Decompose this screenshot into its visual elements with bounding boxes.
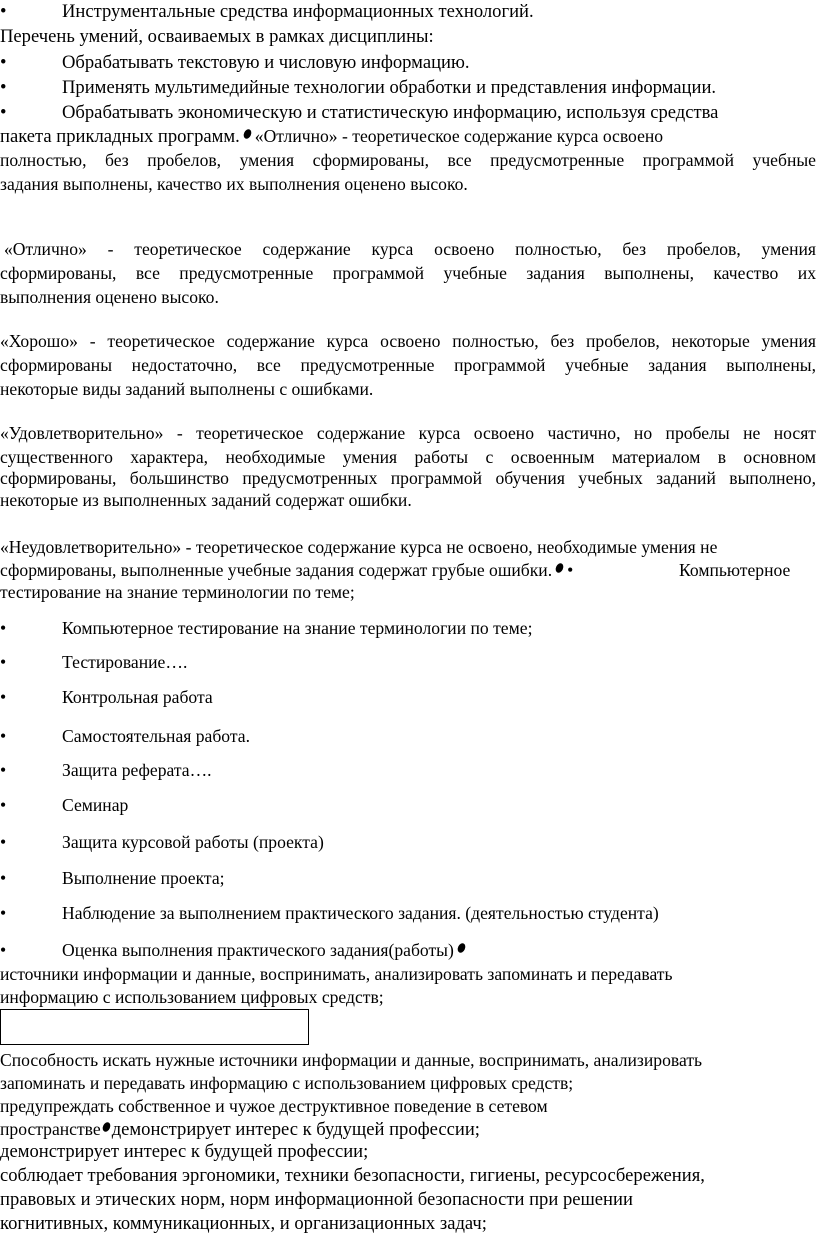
bullet: • <box>0 868 7 888</box>
grade-satisfactory-line: существенного характера, необходимые умения работы с освоенным материалом в основном <box>0 447 816 467</box>
list-item-text: Тестирование…. <box>62 652 188 672</box>
bullet: • <box>0 77 7 98</box>
paragraph-line: запоминать и передавать информацию с использованием цифровых средств; <box>0 1073 574 1093</box>
grade-good-line: некоторые виды заданий выполнены с ошибками. <box>0 379 374 399</box>
paragraph-text: «Отлично» - теоретическое содержание курса освоено <box>254 126 664 146</box>
list-item-text: Семинар <box>62 795 129 815</box>
bullet: • <box>0 832 7 852</box>
paragraph-line: предупреждать собственное и чужое деструктивное поведение в сетевом <box>0 1096 548 1116</box>
bullet: • <box>0 102 7 123</box>
list-item-text: Оценка выполнения практического задания(работы) <box>62 940 454 960</box>
bullet: • <box>0 903 7 923</box>
list-item-text: Защита реферата…. <box>62 760 212 780</box>
list-item-text: Применять мультимедийные технологии обработки и представления информации. <box>62 77 717 98</box>
bullet: • <box>0 795 7 815</box>
list-item-text: Самостоятельная работа. <box>62 726 250 746</box>
bullet: • <box>567 560 574 580</box>
paragraph-line <box>0 1117 480 1142</box>
paragraph-line: задания выполнены, качество их выполнения оценено высоко. <box>0 174 468 194</box>
list-item-text: Выполнение проекта; <box>62 868 225 888</box>
paragraph-line: полностью, без пробелов, умения сформированы, все предусмотренные программой учебные <box>0 150 816 170</box>
grade-excellent-line: выполнения оценено высоко. <box>0 287 219 307</box>
grade-unsatisfactory-line: «Неудовлетворительно» - теоретическое содержание курса не освоено, необходимые умения не <box>0 537 718 557</box>
bullet: • <box>0 687 7 707</box>
grade-satisfactory-line: некоторые из выполненных заданий содержат ошибки. <box>0 490 412 510</box>
list-item-text: Компьютерное тестирование на знание терминологии по теме; <box>62 618 533 638</box>
list-item-text <box>62 938 469 962</box>
bullet: • <box>0 726 7 746</box>
grade-excellent-line: «Отлично» - теоретическое содержание курса освоено полностью, без пробелов, умения <box>4 239 816 259</box>
list-item-text: Инструментальные средства информационных технологий. <box>62 1 534 22</box>
list-item-text: Обрабатывать экономическую и статистическую информацию, используя средства <box>62 102 719 123</box>
paragraph-text: демонстрирует интерес к будущей профессии; <box>111 1119 480 1140</box>
list-item-text: Защита курсовой работы (проекта) <box>62 832 324 852</box>
list-item-text: Обрабатывать текстовую и числовую информацию. <box>62 52 470 73</box>
grade-unsatisfactory-line: тестирование на знание терминологии по теме; <box>0 582 355 602</box>
list-item-text: пакета прикладных программ. <box>0 126 240 147</box>
paragraph-line: демонстрирует интерес к будущей профессии; <box>0 1141 369 1162</box>
grade-good-line: «Хорошо» - теоретическое содержание курса освоено полностью, без пробелов, некоторые умения <box>0 331 816 351</box>
paragraph-line: источники информации и данные, воспринимать, анализировать запоминать и передавать <box>0 964 673 984</box>
grade-unsatisfactory-line <box>0 558 816 582</box>
bullet: • <box>0 760 7 780</box>
empty-table-cell <box>0 1009 309 1045</box>
grade-satisfactory-line: «Удовлетворительно» - теоретическое содержание курса освоено частично, но пробелы не носят <box>0 423 816 443</box>
bullet-dot-icon <box>456 942 467 954</box>
list-item-text: Наблюдение за выполнением практического задания. (деятельностью студента) <box>62 903 659 923</box>
bullet: • <box>0 618 7 638</box>
grade-unsatisfactory-text: Компьютерное <box>679 560 791 580</box>
paragraph-line: информацию с использованием цифровых средств; <box>0 987 384 1007</box>
bullet-dot-icon <box>101 1121 112 1133</box>
grade-excellent-line: сформированы, все предусмотренные программой учебные задания выполнены, качество их <box>0 263 816 283</box>
grade-satisfactory-line: сформированы, большинство предусмотренных программой обучения учебных заданий выполнено, <box>0 468 816 488</box>
paragraph-line: когнитивных, коммуникационных, и организационных задач; <box>0 1213 487 1234</box>
paragraph-line: правовых и этических норм, норм информационной безопасности при решении <box>0 1189 633 1210</box>
bullet-dot-icon <box>242 128 253 140</box>
bullet: • <box>0 1 7 22</box>
skills-heading: Перечень умений, осваиваемых в рамках дисциплины: <box>0 26 434 47</box>
grade-good-line: сформированы недостаточно, все предусмотренные программой учебные задания выполнены, <box>0 355 816 375</box>
paragraph-line: соблюдает требования эргономики, техники безопасности, гигиены, ресурсосбережения, <box>0 1165 705 1186</box>
bullet-dot-icon <box>554 562 565 574</box>
paragraph-text: пространстве <box>0 1119 101 1139</box>
list-item-text: Контрольная работа <box>62 687 213 707</box>
bullet: • <box>0 940 7 960</box>
paragraph-line: Способность искать нужные источники информации и данные, воспринимать, анализировать <box>0 1050 703 1070</box>
bullet: • <box>0 652 7 672</box>
paragraph-line <box>0 124 663 149</box>
bullet: • <box>0 52 7 73</box>
grade-unsatisfactory-text: сформированы, выполненные учебные задания содержат грубые ошибки. <box>0 560 553 580</box>
